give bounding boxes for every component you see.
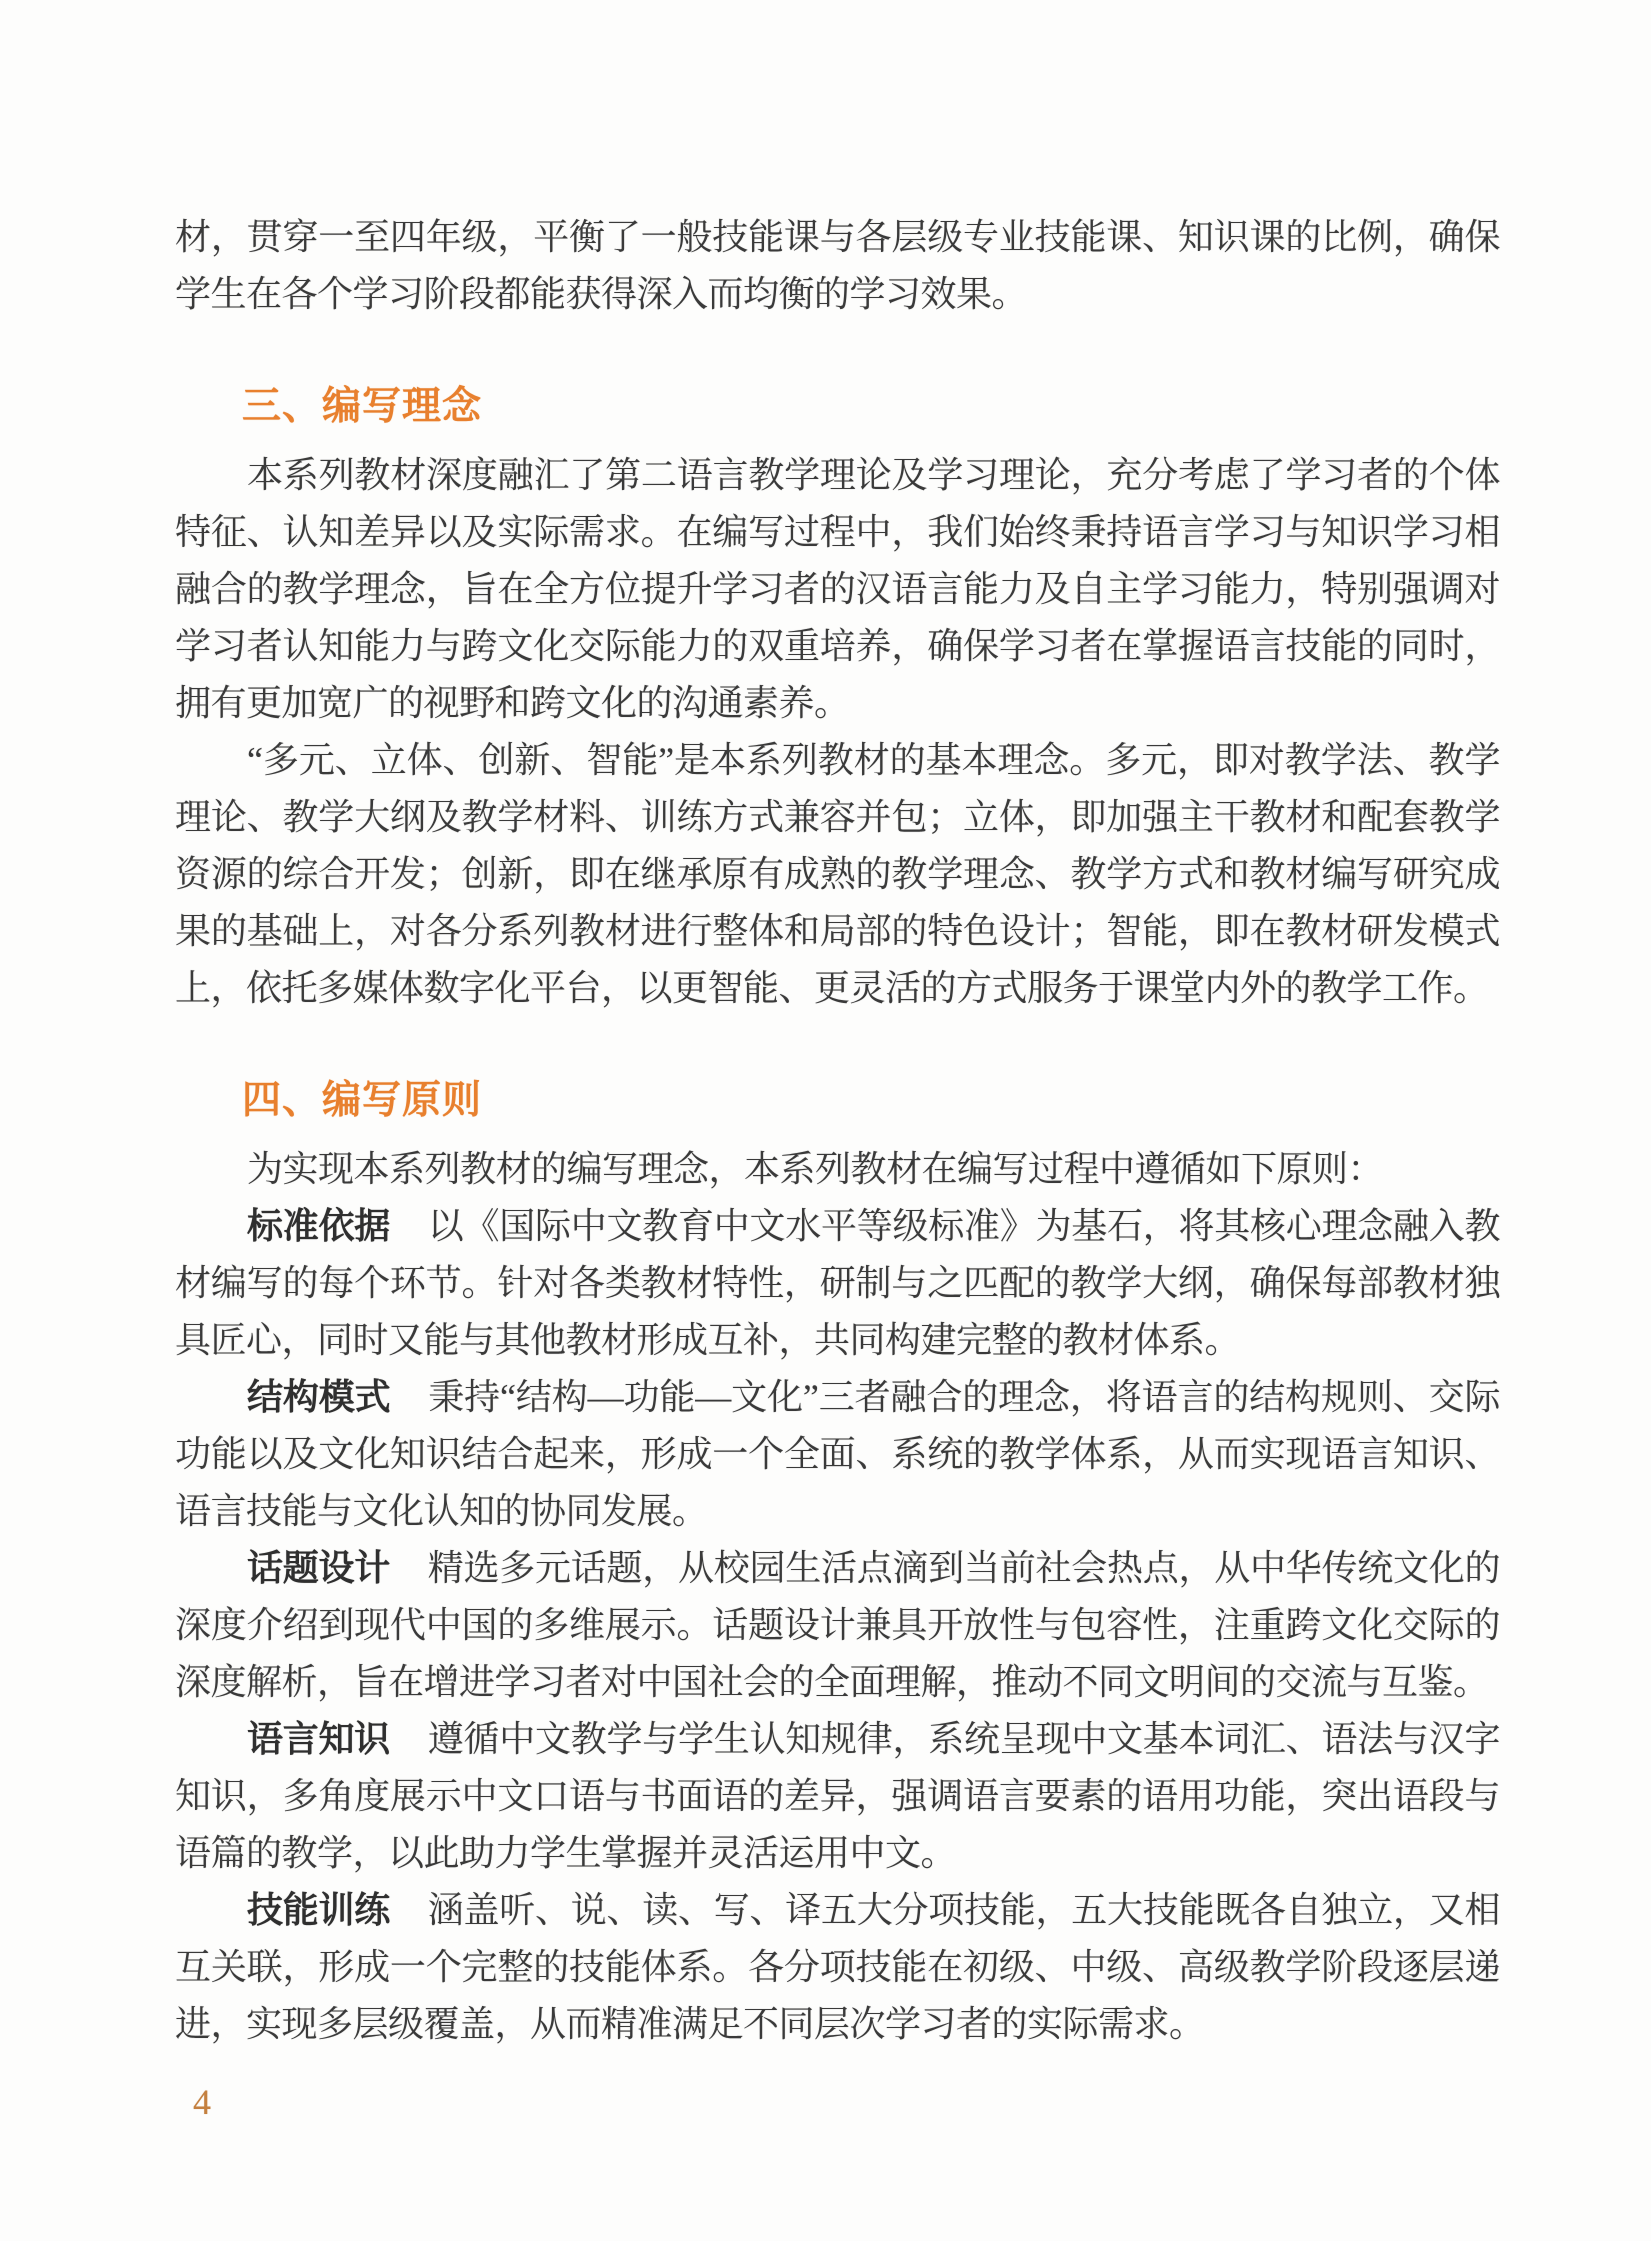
principle-term-standards: 标准依据 xyxy=(247,1206,390,1246)
principle-term-topics: 话题设计 xyxy=(247,1548,390,1588)
principle-paragraph-skills-training xyxy=(175,1882,1500,2053)
paragraph-philosophy-overview: 本系列教材深度融汇了第二语言教学理论及学习理论，充分考虑了学习者的个体特征、认知差异以及实际需求。在编写过程中，我们始终秉持语言学习与知识学习相融合的教学理念，旨在全方位提升学习者的汉语言能力及自主学习能力，特别强调对学习者认知能力与跨文化交际能力的双重培养，确保学习者在掌握语言技能的同时，拥有更加宽广的视野和跨文化的沟通素养。 xyxy=(175,455,1500,723)
principle-term-skills-training: 技能训练 xyxy=(247,1890,390,1930)
principle-text-topics: 精选多元话题，从校园生活点滴到当前社会热点，从中华传统文化的深度介绍到现代中国的多维展示。话题设计兼具开放性与包容性，注重跨文化交际的深度解析，旨在增进学习者对中国社会的全面理解，推动不同文明间的交流与互鉴。 xyxy=(175,1548,1500,1702)
principle-paragraph-language-knowledge xyxy=(175,1711,1500,1882)
paragraph-philosophy-keywords: “多元、立体、创新、智能”是本系列教材的基本理念。多元，即对教学法、教学理论、教学大纲及教学材料、训练方式兼容并包；立体，即加强主干教材和配套教学资源的综合开发；创新，即在继承原有成熟的教学理念、教学方式和教材编写研究成果的基础上，对各分系列教材进行整体和局部的特色设计；智能，即在教材研发模式上，依托多媒体数字化平台，以更智能、更灵活的方式服务于课堂内外的教学工作。 xyxy=(175,740,1500,1008)
principle-paragraph-structure xyxy=(175,1369,1500,1540)
principle-text-language-knowledge: 遵循中文教学与学生认知规律，系统呈现中文基本词汇、语法与汉字知识，多角度展示中文口语与书面语的差异，强调语言要素的语用功能，突出语段与语篇的教学，以此助力学生掌握并灵活运用中文。 xyxy=(175,1719,1500,1873)
principle-paragraph-standards xyxy=(175,1198,1500,1369)
principle-text-structure: 秉持“结构—功能—文化”三者融合的理念，将语言的结构规则、交际功能以及文化知识结合起来，形成一个全面、系统的教学体系，从而实现语言知识、语言技能与文化认知的协同发展。 xyxy=(175,1377,1500,1531)
section-heading-writing-philosophy: 三、编写理念 xyxy=(242,385,483,428)
principle-term-language-knowledge: 语言知识 xyxy=(247,1719,390,1759)
principle-paragraph-topics xyxy=(175,1540,1500,1711)
page-body xyxy=(175,209,1500,2053)
principle-text-skills-training: 涵盖听、说、读、写、译五大分项技能，五大技能既各自独立，又相互关联，形成一个完整的技能体系。各分项技能在初级、中级、高级教学阶段逐层递进，实现多层级覆盖，从而精准满足不同层次学习者的实际需求。 xyxy=(175,1890,1500,2044)
paragraph-principles-intro: 为实现本系列教材的编写理念，本系列教材在编写过程中遵循如下原则： xyxy=(247,1149,1384,1189)
page-number: 4 xyxy=(193,2082,211,2122)
principle-term-structure: 结构模式 xyxy=(247,1377,391,1417)
section-heading-writing-principles: 四、编写原则 xyxy=(242,1079,483,1122)
paragraph-continuation: 材，贯穿一至四年级，平衡了一般技能课与各层级专业技能课、知识课的比例，确保学生在各个学习阶段都能获得深入而均衡的学习效果。 xyxy=(175,217,1500,314)
principle-text-standards: 以《国际中文教育中文水平等级标准》为基石，将其核心理念融入教材编写的每个环节。针对各类教材特性，研制与之匹配的教学大纲，确保每部教材独具匠心，同时又能与其他教材形成互补，共同构建完整的教材体系。 xyxy=(175,1206,1500,1360)
